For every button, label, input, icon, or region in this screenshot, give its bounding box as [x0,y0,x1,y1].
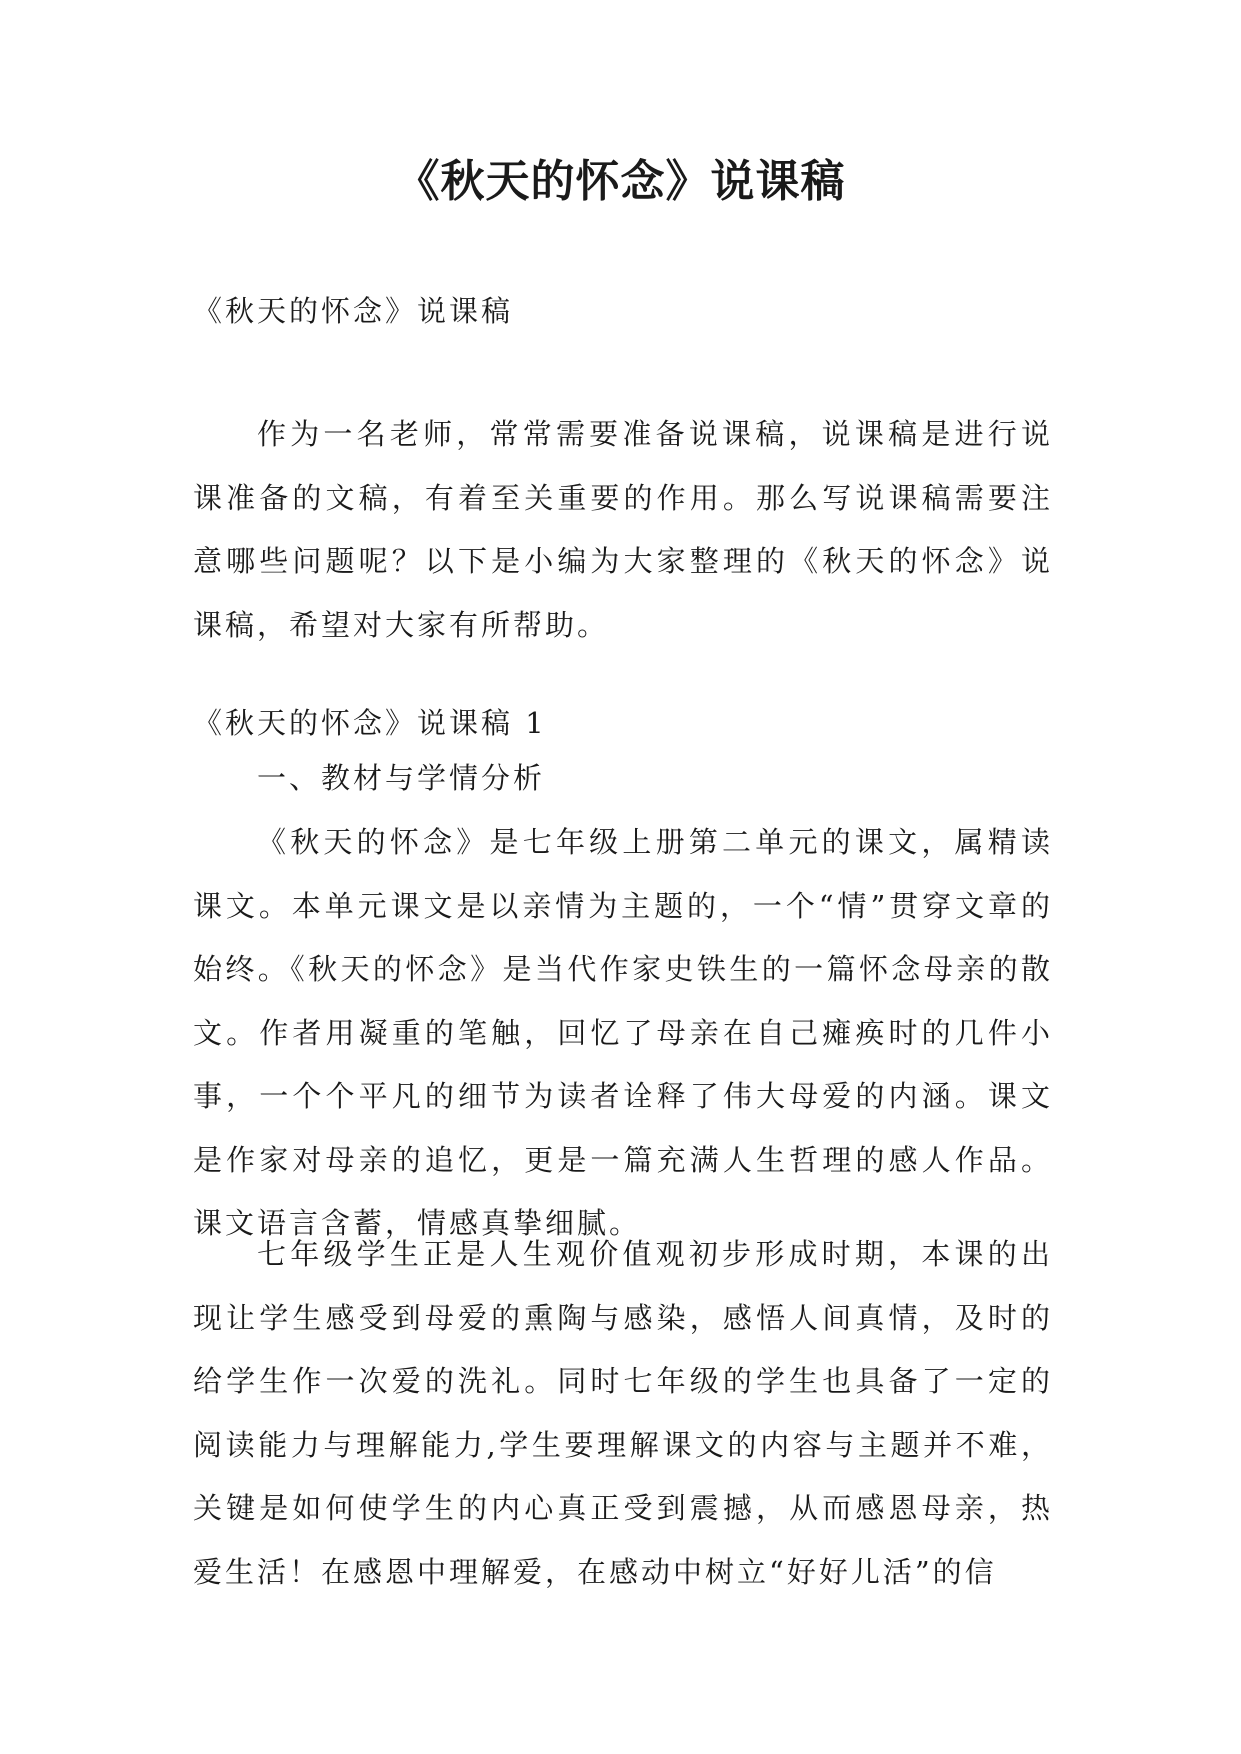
document-subtitle: 《秋天的怀念》说课稿 [193,294,514,328]
body-paragraph: 七年级学生正是人生观价值观初步形成时期，本课的出现让学生感受到母爱的熏陶与感染，感悟人间真情，及时的给学生作一次爱的洗礼。同时七年级的学生也具备了一定的阅读能力与理解能力,学生要理解课文的内容与主题并不难，关键是如何使学生的内心真正受到震撼，从而感恩母亲，热爱生活！在感恩中理解爱，在感动中树立“好好儿活”的信 [193,1237,1053,1589]
section-heading: 一、教材与学情分析 [257,761,546,795]
body-paragraph: 《秋天的怀念》是七年级上册第二单元的课文，属精读课文。本单元课文是以亲情为主题的，一个“情”贯穿文章的始终。《秋天的怀念》是当代作家史铁生的一篇怀念母亲的散文。作者用凝重的笔触，回忆了母亲在自己瘫痪时的几件小事，一个个平凡的细节为读者诠释了伟大母爱的内涵。课文是作家对母亲的追忆，更是一篇充满人生哲理的感人作品。课文语言含蓄，情感真挚细腻。 [193,825,1053,1240]
intro-paragraph: 作为一名老师，常常需要准备说课稿，说课稿是进行说课准备的文稿，有着至关重要的作用。那么写说课稿需要注意哪些问题呢？以下是小编为大家整理的《秋天的怀念》说课稿，希望对大家有所帮助。 [193,417,1053,642]
document-title: 《秋天的怀念》说课稿 [395,156,846,207]
section-title: 《秋天的怀念》说课稿 1 [193,706,547,740]
